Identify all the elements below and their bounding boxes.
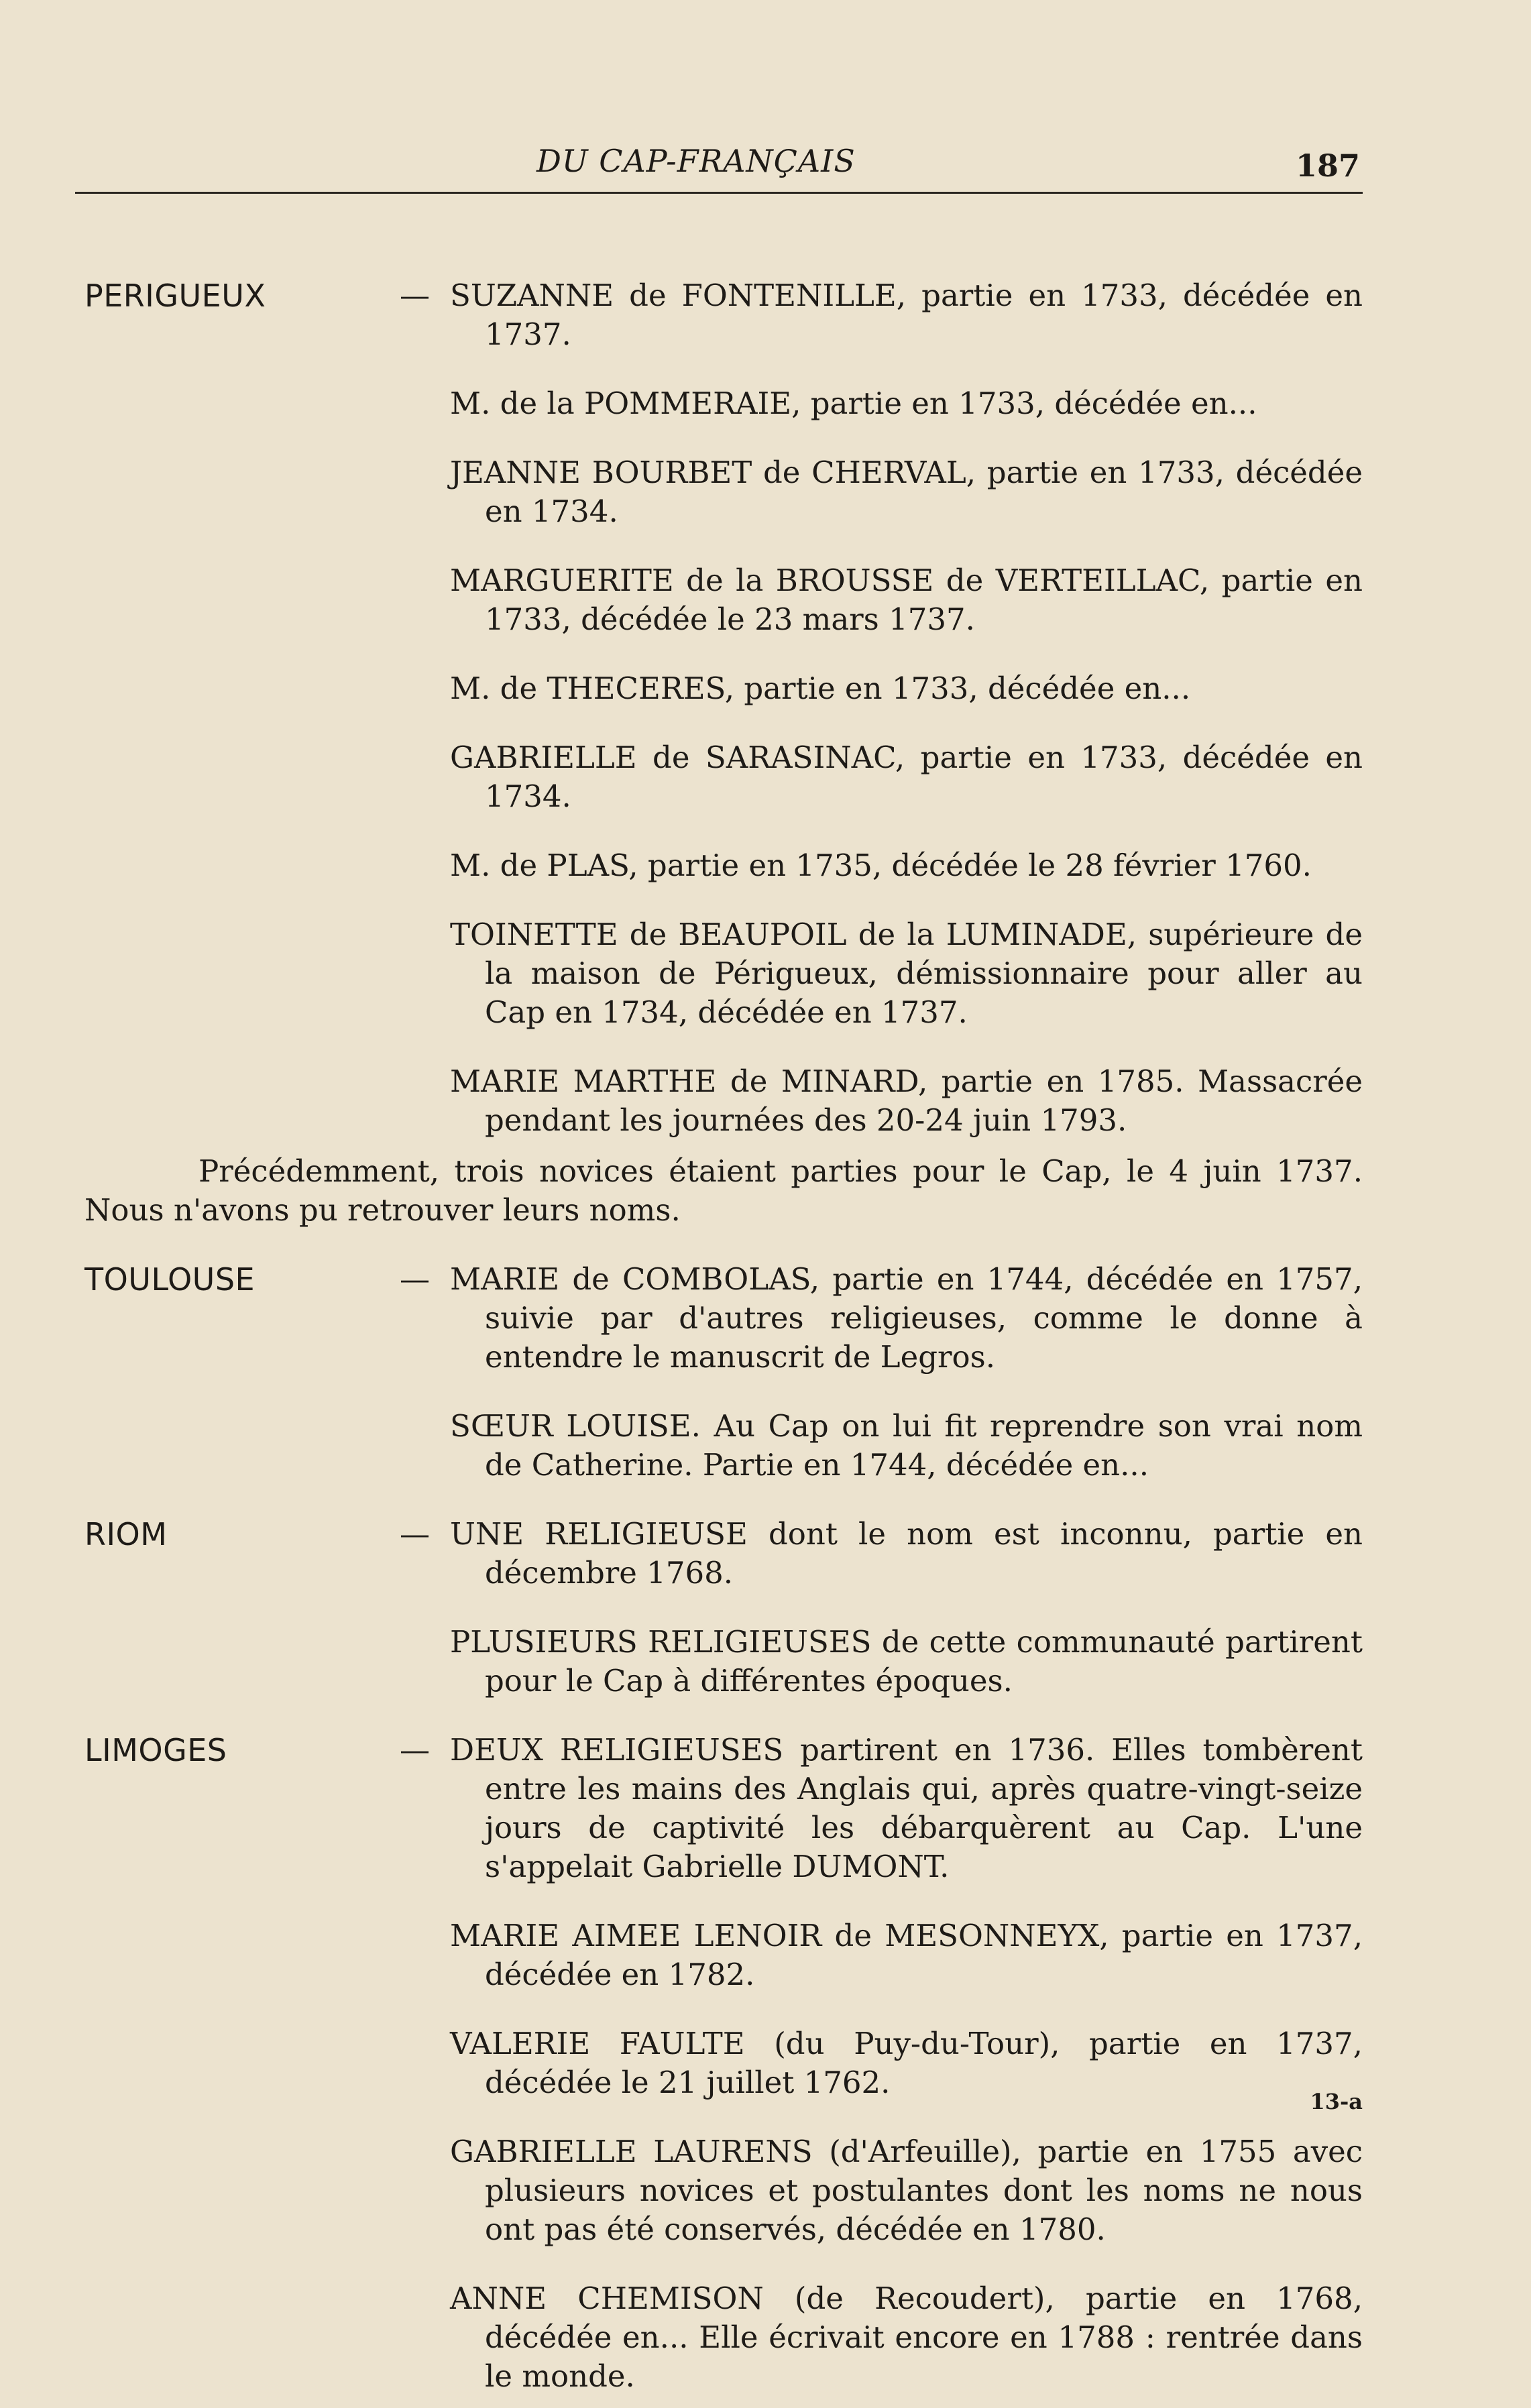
text-block	[84, 246, 1363, 2408]
note-paragraph: Précédemment, trois novices étaient parties pour le Cap, le 4 juin 1737. Nous n'avons pu retrouver leurs noms.	[84, 1153, 1363, 1228]
header-rule	[75, 192, 1363, 194]
page-number: 187	[1295, 148, 1360, 184]
entry: M. de la POMMERAIE, partie en 1733, décédée en...	[450, 386, 1257, 421]
signature-mark: 13-a	[1310, 2089, 1363, 2114]
entry: TOINETTE de BEAUPOIL de la LUMINADE, supérieure de la maison de Périgueux, démissionnaire pour aller au Cap en 1734, décédée en 1737.	[450, 917, 1363, 1030]
entry: MARIE AIMEE LENOIR de MESONNEYX, partie en 1737, décédée en 1782.	[450, 1918, 1363, 1992]
em-dash: —	[400, 1732, 430, 1768]
city-label-perigueux: PERIGUEUX	[84, 278, 266, 314]
section-toulouse	[84, 1260, 1363, 1485]
entry: SUZANNE de FONTENILLE, partie en 1733, décédée en 1737.	[450, 278, 1363, 352]
section-perigueux	[84, 276, 1363, 1140]
section-riom	[84, 1515, 1363, 1701]
section-limoges	[84, 1731, 1363, 2396]
entry: MARIE MARTHE de MINARD, partie en 1785. Massacrée pendant les journées des 20-24 juin 1793.	[450, 1064, 1363, 1138]
entry: UNE RELIGIEUSE dont le nom est inconnu, partie en décembre 1768.	[450, 1516, 1363, 1591]
running-head-title: DU CAP-FRANÇAIS	[536, 143, 856, 179]
entry: MARGUERITE de la BROUSSE de VERTEILLAC, partie en 1733, décédée le 23 mars 1737.	[450, 563, 1363, 637]
entry: VALERIE FAULTE (du Puy-du-Tour), partie en 1737, décédée le 21 juillet 1762.	[450, 2026, 1363, 2100]
em-dash: —	[400, 1516, 430, 1552]
entry: DEUX RELIGIEUSES partirent en 1736. Elles tombèrent entre les mains des Anglais qui, après quatre-vingt-seize jours de captivité les débarquèrent au Cap. L'une s'appelait Gabrielle DUMONT.	[450, 1732, 1363, 1884]
entry: GABRIELLE de SARASINAC, partie en 1733, décédée en 1734.	[450, 740, 1363, 814]
entry: GABRIELLE LAURENS (d'Arfeuille), partie en 1755 avec plusieurs novices et postulantes dont les noms ne nous ont pas été conservés, décédée en 1780.	[450, 2134, 1363, 2247]
entry: ANNE CHEMISON (de Recoudert), partie en 1768, décédée en... Elle écrivait encore en 1788 : rentrée dans le monde.	[450, 2281, 1363, 2394]
entry: M. de PLAS, partie en 1735, décédée le 28 février 1760.	[450, 848, 1312, 883]
entry: PLUSIEURS RELIGIEUSES de cette communauté partirent pour le Cap à différentes époques.	[450, 1624, 1363, 1699]
em-dash: —	[400, 1261, 430, 1297]
em-dash: —	[400, 278, 430, 313]
city-label-riom: RIOM	[84, 1516, 168, 1552]
entry: JEANNE BOURBET de CHERVAL, partie en 1733, décédée en 1734.	[450, 455, 1363, 529]
entry: M. de THECERES, partie en 1733, décédée en...	[450, 671, 1191, 706]
entry: SŒUR LOUISE. Au Cap on lui fit reprendre son vrai nom de Catherine. Partie en 1744, décédée en...	[450, 1408, 1363, 1483]
city-label-limoges: LIMOGES	[84, 1732, 227, 1768]
city-label-toulouse: TOULOUSE	[84, 1261, 256, 1298]
entry: MARIE de COMBOLAS, partie en 1744, décédée en 1757, suivie par d'autres religieuses, comme le donne à entendre le manuscrit de Legros.	[450, 1261, 1363, 1375]
